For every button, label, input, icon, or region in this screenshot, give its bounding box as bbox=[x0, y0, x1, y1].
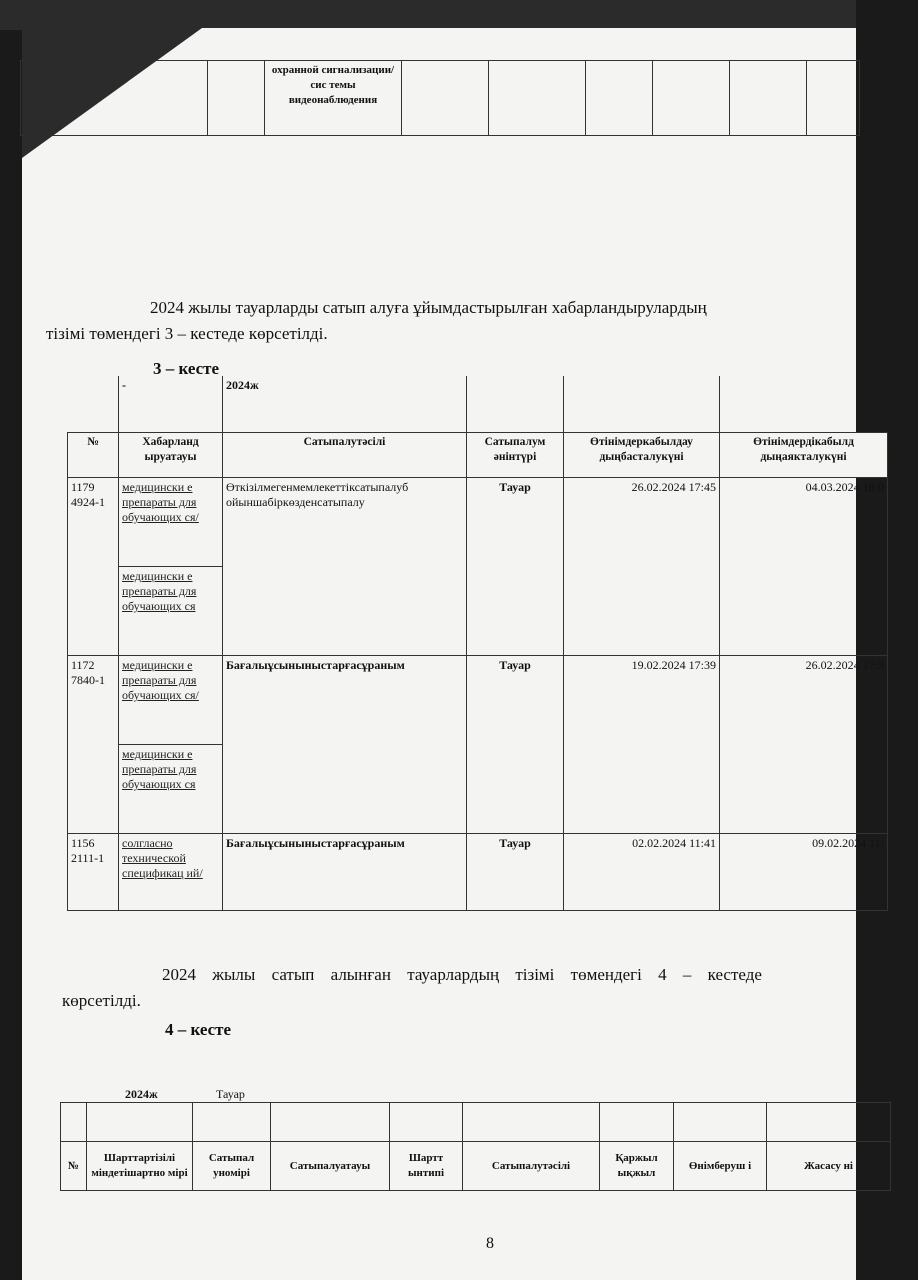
table-cell: 1179 4924-1 bbox=[68, 478, 119, 656]
document-page bbox=[22, 28, 884, 1280]
column-header: Қаржыл ықжыл bbox=[600, 1142, 674, 1191]
table-cell: Тауар bbox=[467, 834, 564, 911]
table-cell: Бағалыұсыныныстарғасұраным bbox=[223, 656, 467, 834]
page-fold-shadow bbox=[22, 28, 202, 158]
paragraph-1: 2024 жылы тауарларды сатып алуға ұйымдастырылған хабарландырулардың тізімі төмендегі 3 – кестеде көрсетілді. bbox=[46, 298, 707, 343]
table-4-type-label: Тауар bbox=[216, 1087, 245, 1101]
table-row bbox=[68, 656, 888, 745]
column-header: Сатыпал уномірі bbox=[193, 1142, 271, 1191]
table-cell: Бағалыұсыныныстарғасұраным bbox=[223, 834, 467, 911]
column-header: № bbox=[61, 1142, 87, 1191]
table-cell: 04.03.2024 18:0 bbox=[720, 478, 888, 656]
column-header: Өтінімдердікабылд дыңаякталукүні bbox=[720, 433, 888, 478]
column-header: Сатыпалуатауы bbox=[271, 1142, 390, 1191]
table-cell: 26.02.2024 17:3 bbox=[720, 656, 888, 834]
table-cell: охранной сигнализации/сис темы видеонаблюдения bbox=[265, 61, 402, 136]
table-cell: медицински е препараты для обучающих ся bbox=[119, 745, 223, 834]
table-cell: медицински е препараты для обучающих ся bbox=[119, 567, 223, 656]
column-header: Өтінімдеркабылдау дыңбасталукүні bbox=[564, 433, 720, 478]
table-cell: медицински е препараты для обучающих ся/ bbox=[119, 478, 223, 567]
table-cell: 02.02.2024 11:41 bbox=[564, 834, 720, 911]
table-cell: 1172 7840-1 bbox=[68, 656, 119, 834]
table-3 bbox=[67, 376, 888, 911]
table-cell: - bbox=[119, 376, 223, 433]
top-dark-band bbox=[0, 0, 856, 30]
table-cell: 26.02.2024 17:45 bbox=[564, 478, 720, 656]
column-header: Жасасу ні bbox=[767, 1142, 891, 1191]
column-header: Хабарланд ыруатауы bbox=[119, 433, 223, 478]
table-cell: Тауар bbox=[467, 656, 564, 834]
column-header: Сатыпалутәсілі bbox=[463, 1142, 600, 1191]
table-row bbox=[68, 834, 888, 911]
column-header: Сатыпалутәсілі bbox=[223, 433, 467, 478]
table-header-row bbox=[68, 433, 888, 478]
table-cell: 2024ж bbox=[223, 376, 467, 433]
column-header: № bbox=[68, 433, 119, 478]
table-cell: Өткізілмегенмемлекеттіксатыпалуб ойыншабіркөзденсатыпалу bbox=[223, 478, 467, 656]
table-header-row bbox=[61, 1142, 891, 1191]
paragraph-2: 2024 жылы сатып алынған тауарлардың тізімі төмендегі 4 – кестеде көрсетілді. bbox=[62, 965, 762, 1010]
table-cell: медицински е препараты для обучающих ся/ bbox=[119, 656, 223, 745]
page-number: 8 bbox=[486, 1235, 494, 1252]
column-header: Өнімберуш і bbox=[674, 1142, 767, 1191]
column-header: Шартт ынтипі bbox=[390, 1142, 463, 1191]
table-cell: 1156 2111-1 bbox=[68, 834, 119, 911]
table-row bbox=[68, 478, 888, 567]
table-cell: 09.02.2024 11: bbox=[720, 834, 888, 911]
table-4 bbox=[60, 1102, 891, 1191]
column-header: Шарттартізілі міндетішартно мірі bbox=[87, 1142, 193, 1191]
table-4-year-label: 2024ж bbox=[125, 1087, 158, 1101]
column-header: Сатыпалум әнінтүрі bbox=[467, 433, 564, 478]
table-cell: солгласно технической спецификац ий/ bbox=[119, 834, 223, 911]
table-row bbox=[61, 1103, 891, 1142]
table-3-caption: 3 – кесте bbox=[153, 359, 220, 378]
table-row bbox=[68, 376, 888, 433]
table-cell: 19.02.2024 17:39 bbox=[564, 656, 720, 834]
table-4-caption: 4 – кесте bbox=[165, 1020, 232, 1039]
table-cell: Тауар bbox=[467, 478, 564, 656]
